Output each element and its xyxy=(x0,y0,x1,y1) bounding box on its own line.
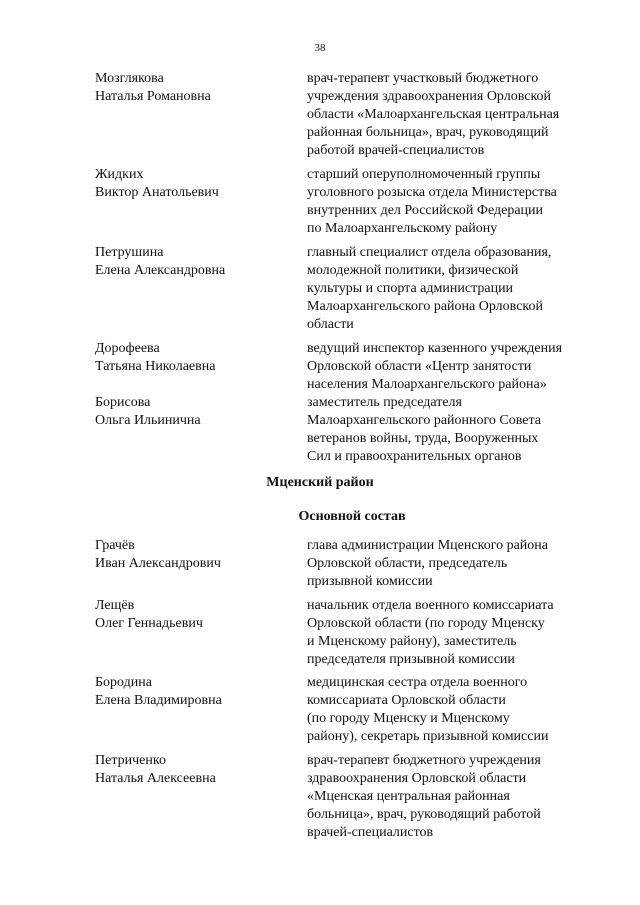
member-name xyxy=(95,537,295,573)
role-line: глава администрации Мценского района xyxy=(307,538,548,553)
role-line: ведущий инспектор казенного учреждения xyxy=(307,341,563,356)
member-role xyxy=(307,674,607,746)
member-role xyxy=(307,537,607,591)
member-role xyxy=(307,70,607,160)
role-line: и Мценскому району), заместитель xyxy=(307,634,517,649)
role-line: старший оперуполномоченный группы xyxy=(307,167,541,182)
member-name xyxy=(95,752,295,788)
member-role xyxy=(307,166,607,238)
member-surname: Дорофеева xyxy=(95,341,160,356)
role-line: медицинская сестра отдела военного xyxy=(307,675,528,690)
role-line: Малоархангельского районного Совета xyxy=(307,413,542,428)
member-given-names: Татьяна Николаевна xyxy=(95,359,216,374)
member-name xyxy=(95,70,295,106)
member-surname: Лещёв xyxy=(95,598,135,613)
member-name xyxy=(95,166,295,202)
member-surname: Петрушина xyxy=(95,245,164,260)
member-given-names: Наталья Алексеевна xyxy=(95,771,216,786)
member-role xyxy=(307,597,607,669)
member-surname: Жидких xyxy=(95,167,144,182)
role-line: (по городу Мценску и Мценскому xyxy=(307,711,510,726)
role-line: комиссариата Орловской области xyxy=(307,693,506,708)
member-surname: Борисова xyxy=(95,395,151,410)
role-line: уголовного розыска отдела Министерства xyxy=(307,185,557,200)
role-line: больница», врач, руководящий работой xyxy=(307,807,541,822)
role-line: Орловской области, председатель xyxy=(307,556,508,571)
role-line: заместитель председателя xyxy=(307,395,462,410)
role-line: главный специалист отдела образования, xyxy=(307,245,552,260)
member-role xyxy=(307,752,607,842)
member-name xyxy=(95,674,295,710)
role-line: населения Малоархангельского района» xyxy=(307,377,547,392)
member-role xyxy=(307,244,607,334)
member-name xyxy=(95,597,295,633)
member-name xyxy=(95,244,295,280)
role-line: внутренних дел Российской Федерации xyxy=(307,203,544,218)
role-line: районная больница», врач, руководящий xyxy=(307,125,549,140)
member-surname: Петриченко xyxy=(95,753,166,768)
member-given-names: Наталья Романовна xyxy=(95,89,211,104)
member-surname: Мозглякова xyxy=(95,71,164,86)
role-line: Сил и правоохранительных органов xyxy=(307,449,522,464)
role-line: молодежной политики, физической xyxy=(307,263,519,278)
role-line: по Малоархангельскому району xyxy=(307,221,498,236)
role-line: Малоархангельского района Орловской xyxy=(307,299,543,314)
member-name xyxy=(95,340,295,376)
role-line: ветеранов войны, труда, Вооруженных xyxy=(307,431,539,446)
role-line: культуры и спорта администрации xyxy=(307,281,514,296)
district-heading: Мценский район xyxy=(266,475,374,490)
member-given-names: Елена Владимировна xyxy=(95,693,222,708)
role-line: учреждения здравоохранения Орловской xyxy=(307,89,552,104)
role-line: району), секретарь призывной комиссии xyxy=(307,729,549,744)
role-line: «Мценская центральная районная xyxy=(307,789,510,804)
composition-heading: Основной состав xyxy=(298,509,406,524)
role-line: Орловской области «Центр занятости xyxy=(307,359,532,374)
member-surname: Бородина xyxy=(95,675,152,690)
page-number: 38 xyxy=(314,42,326,54)
role-line: области xyxy=(307,317,354,332)
role-line: врач-терапевт участковый бюджетного xyxy=(307,71,539,86)
role-line: председателя призывной комиссии xyxy=(307,652,515,667)
role-line: здравоохранения Орловской области xyxy=(307,771,527,786)
role-line: Орловской области (по городу Мценску xyxy=(307,616,545,631)
member-given-names: Ольга Ильинична xyxy=(95,413,201,428)
member-given-names: Виктор Анатольевич xyxy=(95,185,219,200)
role-line: призывной комиссии xyxy=(307,574,433,589)
member-surname: Грачёв xyxy=(95,538,135,553)
role-line: работой врачей-специалистов xyxy=(307,143,485,158)
member-name xyxy=(95,394,295,430)
member-role xyxy=(307,340,607,394)
member-given-names: Иван Александрович xyxy=(95,556,221,571)
member-given-names: Елена Александровна xyxy=(95,263,226,278)
member-given-names: Олег Геннадьевич xyxy=(95,616,203,631)
member-role xyxy=(307,394,607,466)
role-line: области «Малоархангельская центральная xyxy=(307,107,560,122)
role-line: врачей-специалистов xyxy=(307,825,434,840)
role-line: начальник отдела военного комиссариата xyxy=(307,598,554,613)
role-line: врач-терапевт бюджетного учреждения xyxy=(307,753,541,768)
